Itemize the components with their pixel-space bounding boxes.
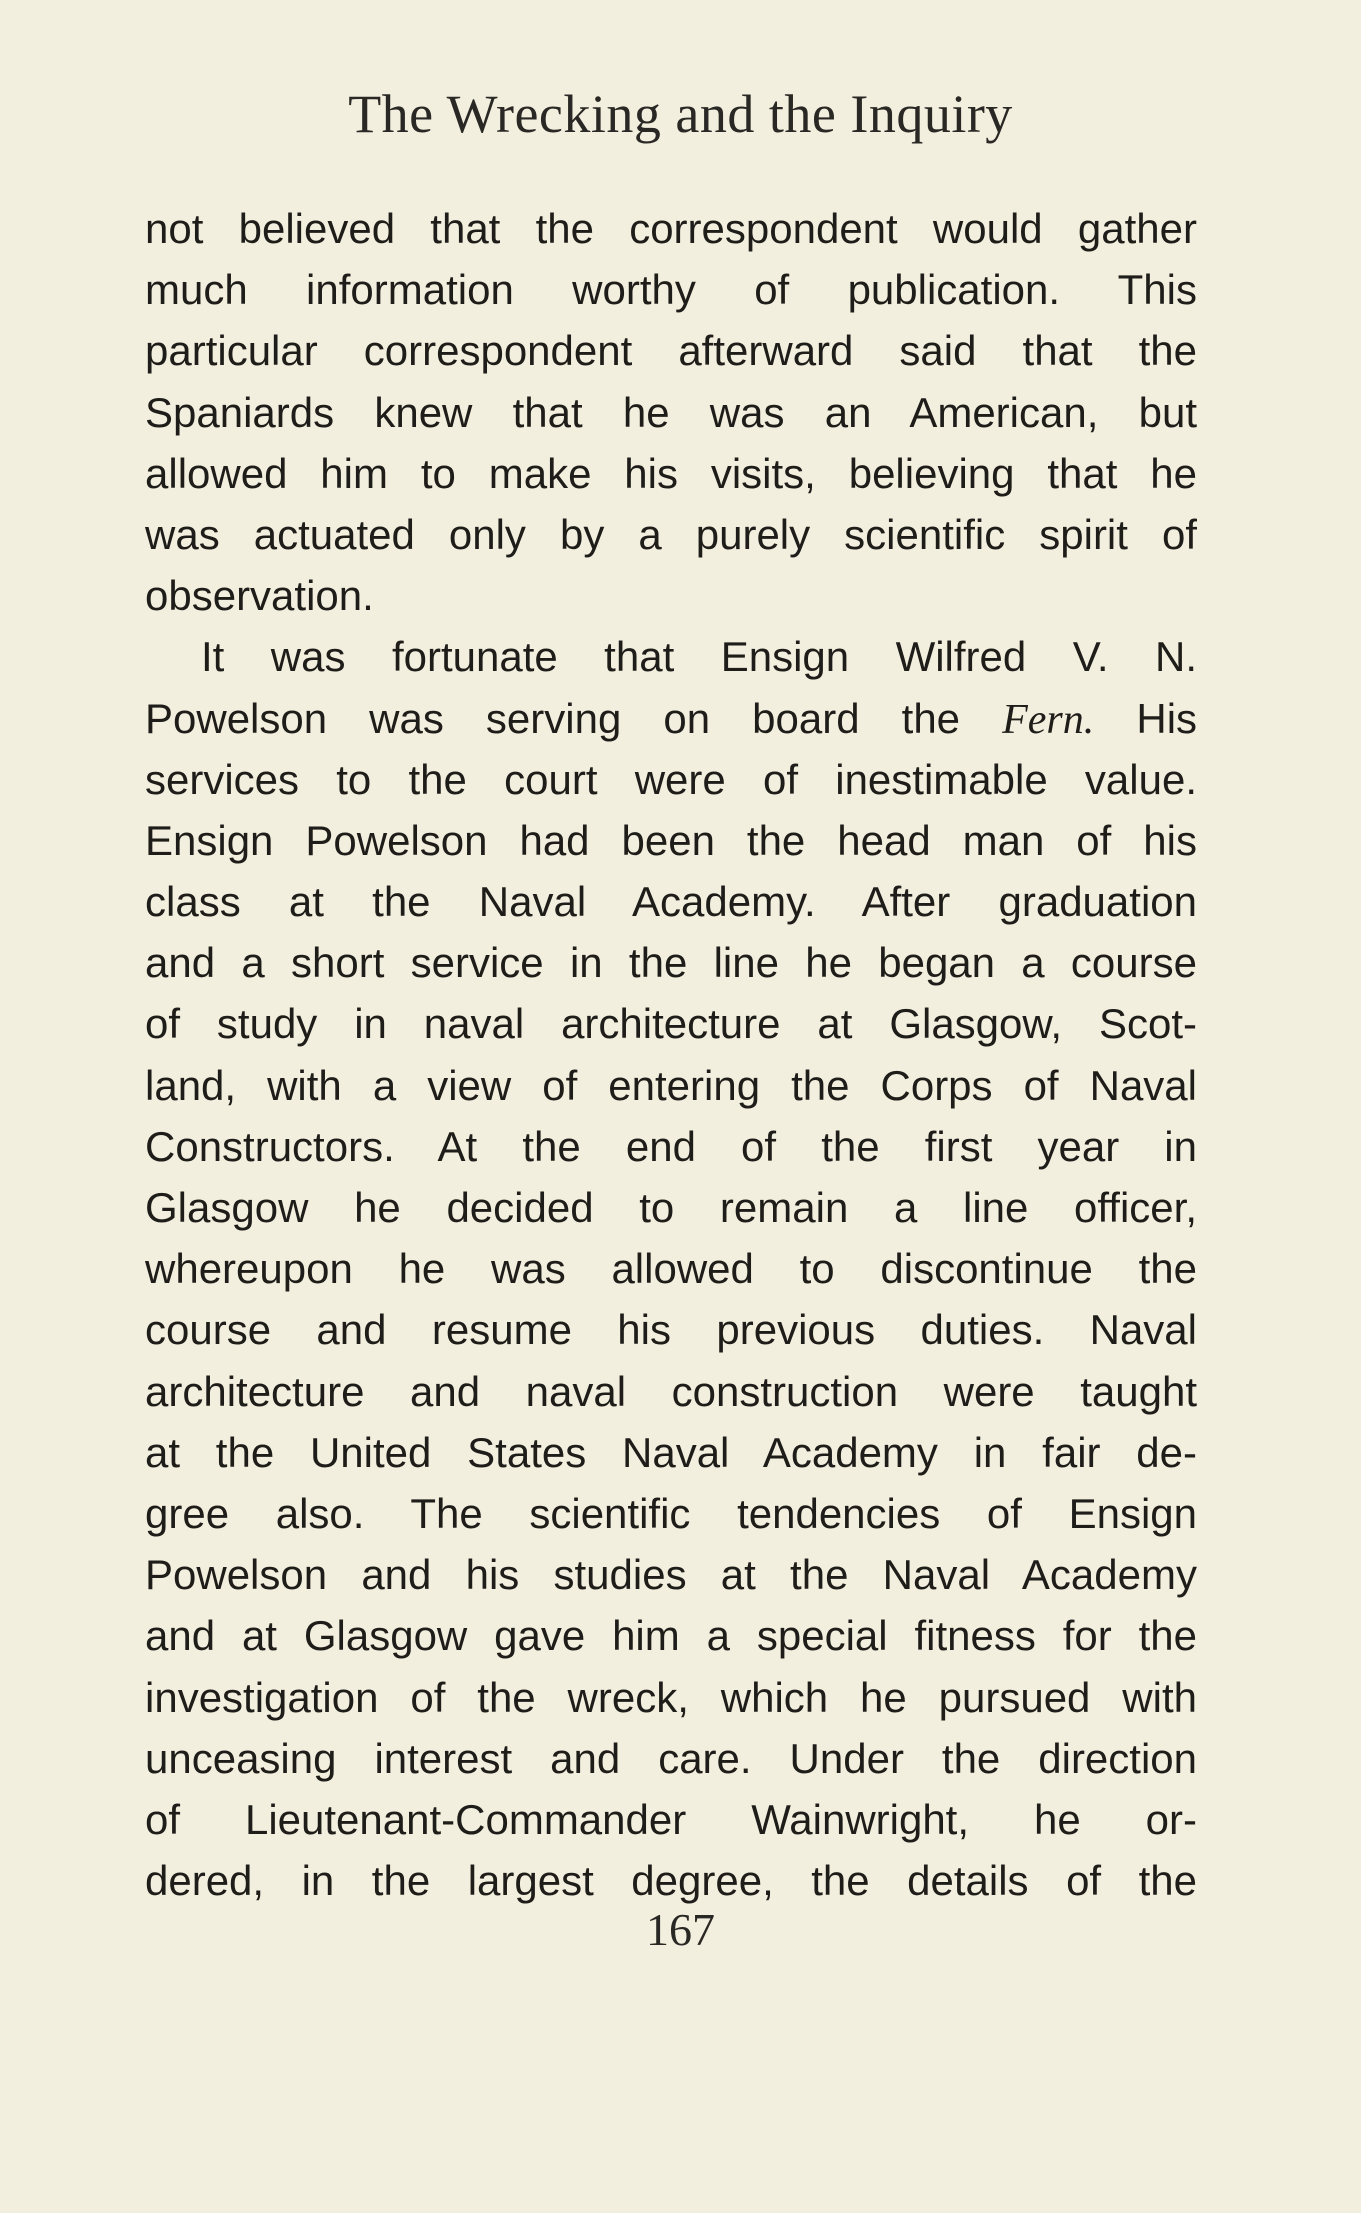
text-line: was actuated only by a purely scientific spirit of <box>145 510 1197 558</box>
text-line: of Lieutenant-Commander Wainwright, he or- <box>145 1795 1197 1843</box>
text-line: Powelson and his studies at the Naval Academy <box>145 1551 1197 1599</box>
text-line: not believed that the correspondent would gather <box>145 205 1197 252</box>
text-line: Spaniards knew that he was an American, but <box>145 388 1197 436</box>
text-line: observation. <box>145 572 374 620</box>
running-head: The Wrecking and the Inquiry <box>348 84 1013 144</box>
text-line: much information worthy of publication. This <box>145 266 1197 314</box>
text-line: at the United States Naval Academy in fair de- <box>145 1428 1197 1476</box>
text-line: whereupon he was allowed to discontinue the <box>145 1245 1197 1293</box>
text-line: Constructors. At the end of the first year in <box>145 1122 1197 1170</box>
text-line: of study in naval architecture at Glasgow, Scot- <box>145 1000 1197 1048</box>
text-line: Ensign Powelson had been the head man of his <box>145 816 1197 864</box>
text-line <box>145 688 1197 749</box>
text-line: gree also. The scientific tendencies of Ensign <box>145 1489 1197 1537</box>
text-line: services to the court were of inestimable value. <box>145 755 1197 803</box>
ship-name-italic: Fern. <box>1002 696 1095 743</box>
text-line: land, with a view of entering the Corps of Naval <box>145 1061 1197 1109</box>
text-line: dered, in the largest degree, the details of the <box>145 1857 1197 1905</box>
text-line: Glasgow he decided to remain a line officer, <box>145 1184 1197 1231</box>
text-line: and at Glasgow gave him a special fitness for the <box>145 1612 1197 1660</box>
text-line: architecture and naval construction were taught <box>145 1367 1197 1415</box>
page-number: 167 <box>646 1904 715 1955</box>
text-line: unceasing interest and care. Under the direction <box>145 1734 1197 1782</box>
text-segment: His <box>1136 694 1197 742</box>
text-line: and a short service in the line he began a course <box>145 939 1197 987</box>
text-line: investigation of the wreck, which he pursued with <box>145 1673 1197 1721</box>
text-line: class at the Naval Academy. After graduation <box>145 878 1197 926</box>
body-text <box>145 198 1197 1911</box>
text-line: allowed him to make his visits, believing that he <box>145 449 1197 497</box>
text-line: particular correspondent afterward said that the <box>145 327 1197 375</box>
text-line: course and resume his previous duties. Naval <box>145 1306 1197 1354</box>
text-segment: Powelson was serving on board the <box>145 694 961 742</box>
text-line: It was fortunate that Ensign Wilfred V. N. <box>201 633 1197 681</box>
